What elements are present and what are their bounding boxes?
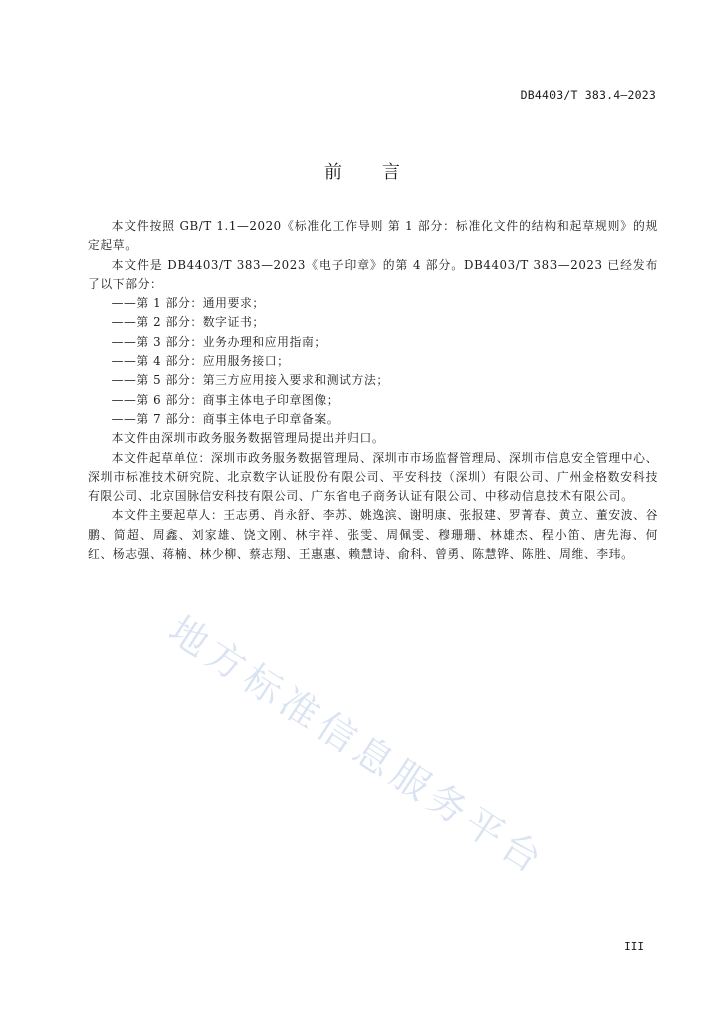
page-title <box>0 158 724 184</box>
paragraph-part-intro: 本文件是 DB4403/T 383—2023《电子印章》的第 4 部分。DB4403/T 383—2023 已经发布了以下部分： <box>88 257 658 291</box>
paragraph-drafting-units: 本文件起草单位：深圳市政务服务数据管理局、深圳市市场监督管理局、深圳市信息安全管理中心、深圳市标准技术研究院、北京数字认证股份有限公司、平安科技（深圳）有限公司、广州金格数安科技有限公司、北京国脉信安科技有限公司、广东省电子商务认证有限公司、中移动信息技术有限公司。 <box>88 450 658 504</box>
watermark: 地方标准信息服务平台 <box>161 607 555 885</box>
page-number: III <box>624 940 644 953</box>
paragraph-proposer: 本文件由深圳市政务服务数据管理局提出并归口。 <box>111 431 385 446</box>
list-item: ——第 4 部分：应用服务接口； <box>111 354 290 369</box>
paragraph-drafters: 本文件主要起草人：王志勇、肖永舒、李苏、姚逸滨、谢明康、张报建、罗菁春、黄立、董安波、谷鹏、简超、周鑫、刘家雄、饶文刚、林宇祥、张雯、周佩雯、穆珊珊、林雄杰、程小笛、唐先海、何红、杨志强、蒋楠、林少柳、蔡志翔、王惠惠、赖慧诗、俞科、曾勇、陈慧铧、陈胜、周维、李玮。 <box>88 508 658 562</box>
title-char-1: 前 <box>324 162 342 183</box>
title-char-2: 言 <box>382 162 400 183</box>
paragraph-drafting-basis: 本文件按照 GB/T 1.1—2020《标准化工作导则 第 1 部分：标准化文件的结构和起草规则》的规定起草。 <box>88 219 658 253</box>
document-code: DB4403/T 383.4—2023 <box>520 88 656 102</box>
list-item: ——第 3 部分：业务办理和应用指南； <box>111 334 327 349</box>
foreword-body <box>88 217 658 564</box>
list-item: ——第 5 部分：第三方应用接入要求和测试方法； <box>111 373 389 388</box>
list-item: ——第 1 部分：通用要求； <box>111 296 265 311</box>
list-item: ——第 6 部分：商事主体电子印章图像； <box>111 392 340 407</box>
list-item: ——第 7 部分：商事主体电子印章备案。 <box>111 411 340 426</box>
list-item: ——第 2 部分：数字证书； <box>111 315 265 330</box>
